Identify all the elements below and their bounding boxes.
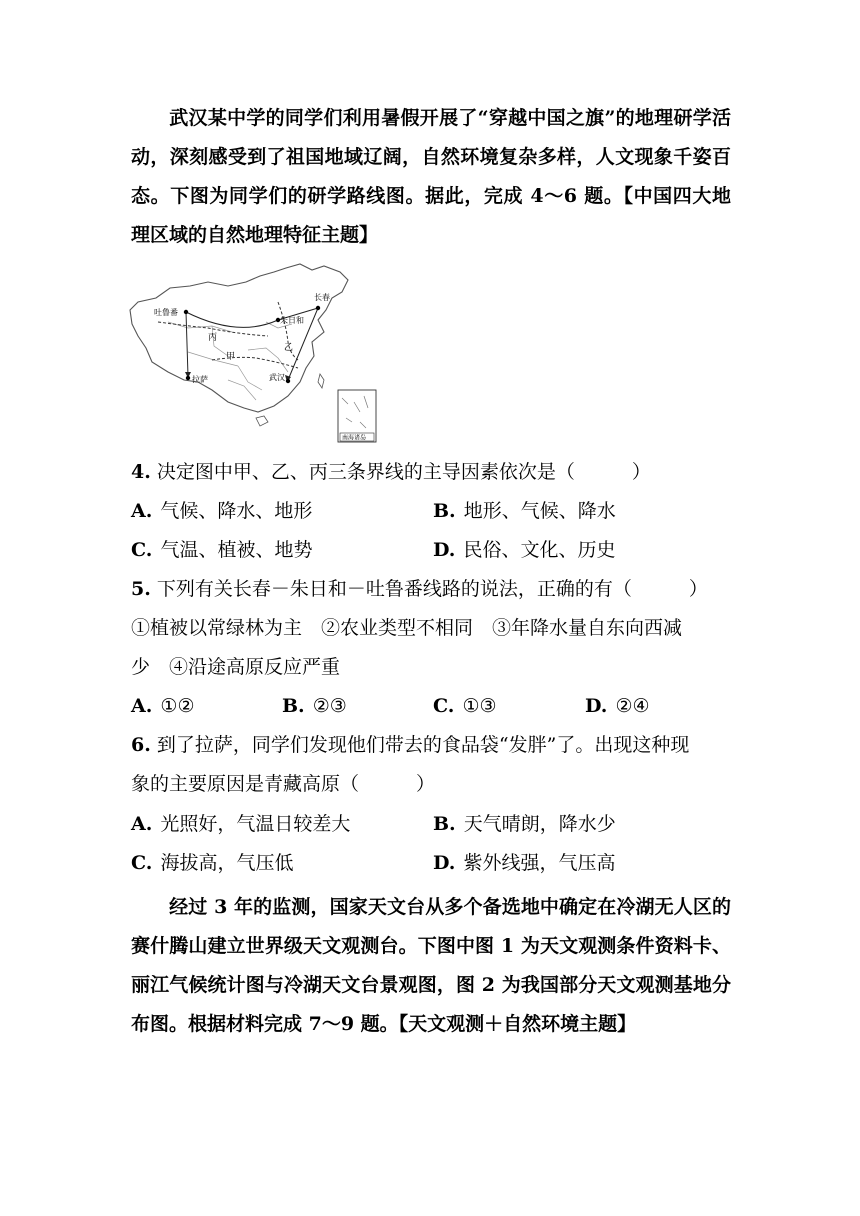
- passage-intro-text: 武汉某中学的同学们利用暑假开展了“穿越中国之旗”的地理研学活动，深刻感受到了祖国地域辽阔，自然环境复杂多样，人文现象千姿百态。下图为同学们的研学路线图。据此，完成 4～6 题。【中国四大地理区域的自然地理特征主题】: [131, 107, 731, 246]
- q4-option-b[interactable]: B. 地形、气候、降水: [433, 500, 616, 522]
- route-turpan-lhasa: [186, 312, 188, 376]
- q5-option-d[interactable]: D. ②④: [585, 695, 650, 717]
- q4-option-a[interactable]: A. 气候、降水、地形: [131, 500, 313, 522]
- china-outline: [130, 264, 348, 412]
- changchun-dot: [316, 306, 320, 310]
- label-zhurihe: 朱日和: [280, 316, 304, 325]
- q6-option-b[interactable]: B. 天气晴朗，降水少: [433, 813, 616, 835]
- inset-label: 南海诸岛: [342, 434, 367, 442]
- wuhan-dot: [286, 379, 290, 383]
- label-changchun: 长春: [314, 293, 330, 302]
- question-6-stem-line2: 象的主要原因是青藏高原（ ）: [131, 773, 436, 795]
- label-yi: 乙: [284, 343, 294, 353]
- q5-statements-line1: ①植被以常绿林为主 ②农业类型不相同 ③年降水量自东向西减: [131, 617, 683, 639]
- lhasa-dot: [186, 376, 190, 380]
- label-bing: 丙: [208, 333, 218, 343]
- q5-option-a[interactable]: A. ①②: [131, 695, 195, 717]
- question-5-stem: 5. 下列有关长春－朱日和－吐鲁番线路的说法，正确的有（ ）: [131, 578, 708, 600]
- question-6-stem-line1: 6. 到了拉萨，同学们发现他们带去的食品袋“发胖”了。出现这种现: [131, 734, 690, 756]
- q6-option-a[interactable]: A. 光照好，气温日较差大: [131, 813, 351, 835]
- q5-statements-line2: 少 ④沿途高原反应严重: [131, 656, 341, 678]
- route-map: [128, 262, 378, 444]
- label-jia: 甲: [226, 352, 236, 362]
- passage-astronomy-text: 经过 3 年的监测，国家天文台从多个备选地中确定在冷湖无人区的赛什腾山建立世界级天文观测台。下图中图 1 为天文观测条件资料卡、丽江气候统计图与冷湖天文台景观图，图 2 为我国部分天文观测基地分布图。根据材料完成 7～9 题。【天文观测＋自然环境主题】: [131, 896, 731, 1035]
- label-turpan: 吐鲁番: [154, 308, 178, 317]
- taiwan-island: [318, 374, 324, 388]
- q4-option-c[interactable]: C. 气温、植被、地势: [131, 539, 313, 561]
- label-lhasa: 拉萨: [192, 375, 208, 384]
- q6-option-c[interactable]: C. 海拔高，气压低: [131, 852, 294, 874]
- q5-option-c[interactable]: C. ①③: [433, 695, 497, 717]
- passage-intro-route: [131, 99, 731, 255]
- question-4-stem: 4. 决定图中甲、乙、丙三条界线的主导因素依次是（ ）: [131, 461, 651, 483]
- label-wuhan: 武汉: [269, 373, 285, 382]
- hainan-island: [256, 416, 268, 426]
- turpan-dot: [184, 310, 188, 314]
- passage-astronomy: [131, 888, 731, 1044]
- q4-option-d[interactable]: D. 民俗、文化、历史: [433, 539, 616, 561]
- q6-option-d[interactable]: D. 紫外线强，气压高: [433, 852, 616, 874]
- route-turpan-zhurihe: [186, 312, 278, 327]
- q5-option-b[interactable]: B. ②③: [282, 695, 347, 717]
